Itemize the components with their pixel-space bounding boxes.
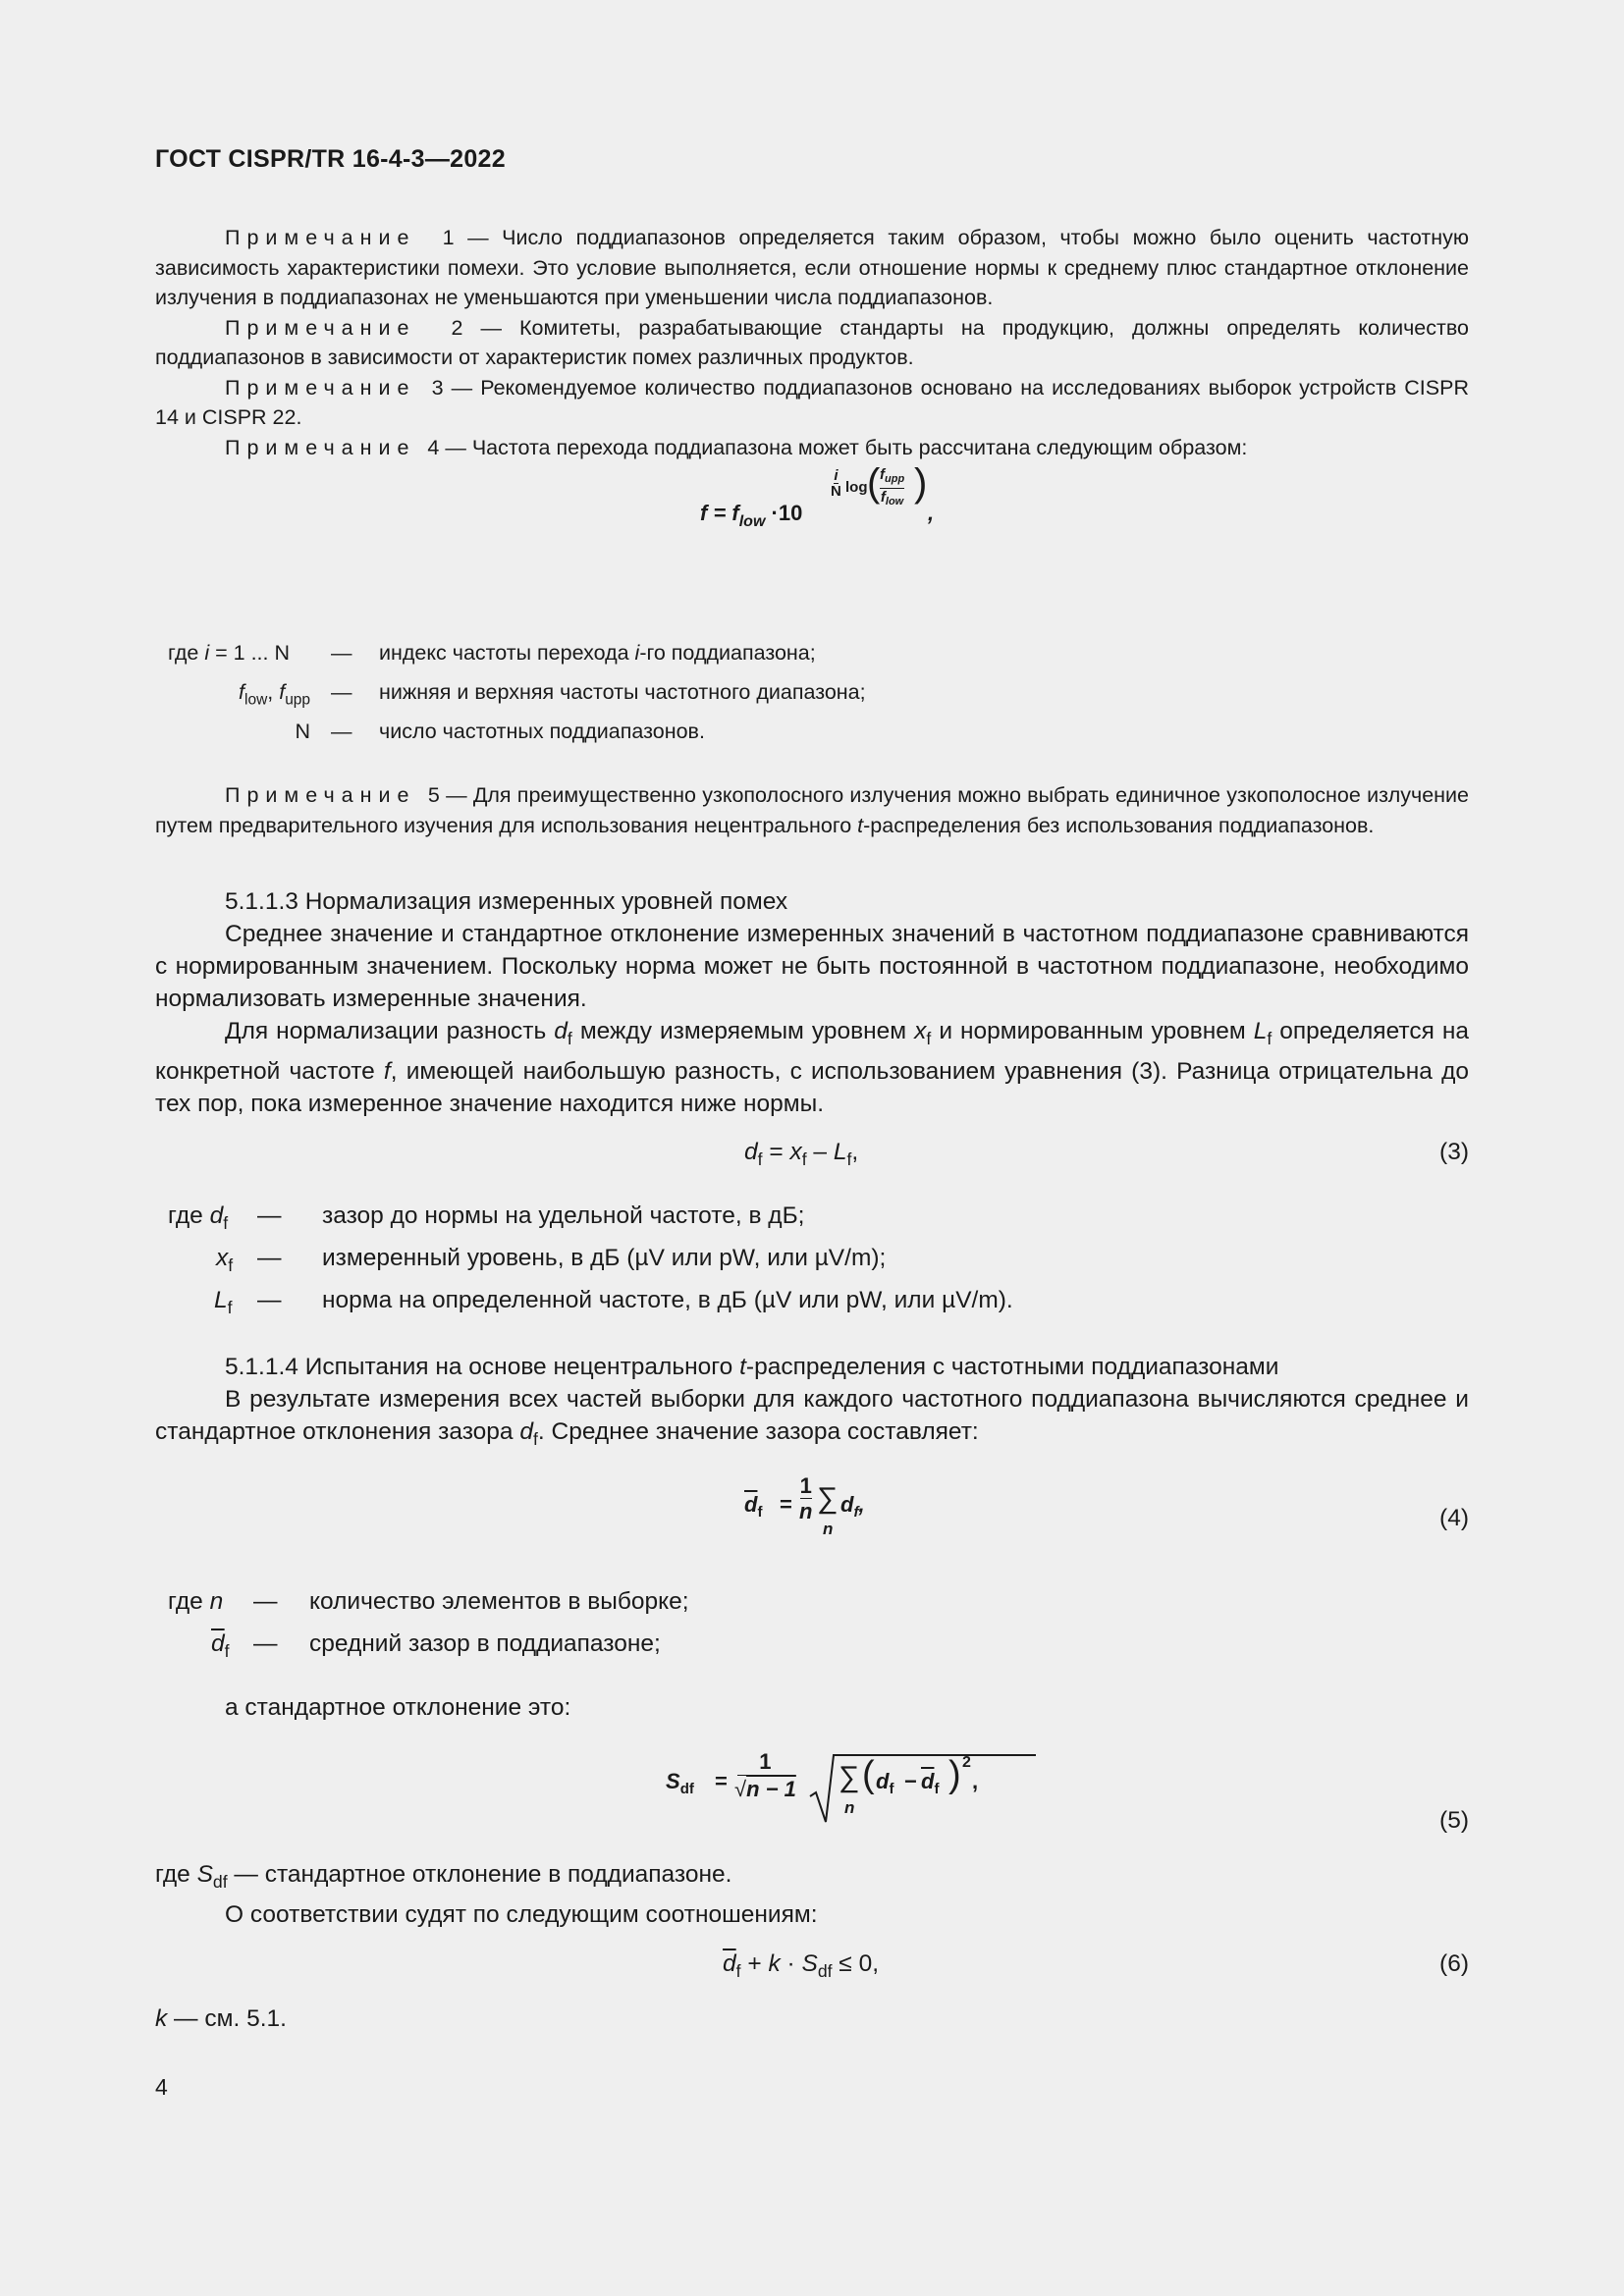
note-5: Примечание 5 — Для преимущественно узкополосного излучения можно выбрать единичное узкополосное излучение путем предварительного изучения для использования нецентрального t-распределения без использования поддиапазонов.: [155, 783, 1469, 837]
note-3: Примечание 3 — Рекомендуемое количество поддиапазонов основано на исследованиях выборок устройств CISPR 14 и CISPR 22.: [155, 375, 1469, 429]
k-reference: k — см. 5.1.: [155, 2005, 287, 2032]
page-number: 4: [155, 2074, 168, 2100]
section-5-1-1-3: [155, 885, 1469, 1120]
note-4: Примечание 4 — Частота перехода поддиапазона может быть рассчитана следующим образом:: [225, 435, 1248, 459]
sdf-definition-block: [155, 1858, 1469, 1931]
std-intro: а стандартное отклонение это:: [225, 1694, 571, 1721]
formula-subrange-frequency: $f = f_{low} \cdot 10$ i N log ( $f_{upp}$ $f_{low}$ ) ,: [700, 461, 935, 530]
document-header: ГОСТ CISPR/TR 16-4-3—2022: [155, 145, 506, 173]
paragraph: В результате измерения всех частей выборки для каждого частотного поддиапазона вычисляются среднее и стандартное отклонения зазора $d_f$. Среднее значение зазора составляет:: [155, 1386, 1469, 1450]
section-title: 5.1.1.4 Испытания на основе нецентрального t-распределения с частотными поддиапазонами: [225, 1354, 1279, 1380]
note-1: Примечание 1 — Число поддиапазонов определяется таким образом, чтобы можно было оценить частотную зависимость характеристики помехи. Это условие выполняется, если отношение нормы к среднему плюс стандартное отклонение излучения в поддиапазонах не уменьшаются при уменьшении числа поддиапазонов.: [155, 226, 1469, 309]
conformity-text: О соответствии судят по следующим соотношениям:: [225, 1901, 818, 1929]
section-title: 5.1.1.3 Нормализация измеренных уровней помех: [225, 888, 788, 915]
sdf-definition: где $S_{df}$ — стандартное отклонение в поддиапазоне.: [155, 1861, 732, 1893]
equation-5: $S_{df}$ = 1 √n − 1 ∑ n ( $d_f$ − $\overline{d}_f$ ) 2 ,: [666, 1749, 1117, 1828]
section-5-1-1-4: [155, 1351, 1469, 1456]
paragraph: Для нормализации разность $d_f$ между измеряемым уровнем $x_f$ и нормированным уровнем $L_f$ определяется на конкретной частоте f, имеющей наибольшую разность, с использованием уравнения (3). Разница отрицательна до тех пор, пока измеренное значение находится ниже нормы.: [155, 1018, 1470, 1118]
notes-block: [155, 223, 1469, 462]
note-2: Примечание 2 — Комитеты, разрабатывающие стандарты на продукцию, должны определять количество поддиапазонов в зависимости от характеристик помех различных продуктов.: [155, 315, 1469, 369]
paragraph: Среднее значение и стандартное отклонение измеренных значений в частотном поддиапазоне сравниваются с нормированным значением. Поскольку норма может не быть постоянной в частотном поддиапазоне, необходимо нормализовать измеренные значения.: [155, 921, 1469, 1012]
